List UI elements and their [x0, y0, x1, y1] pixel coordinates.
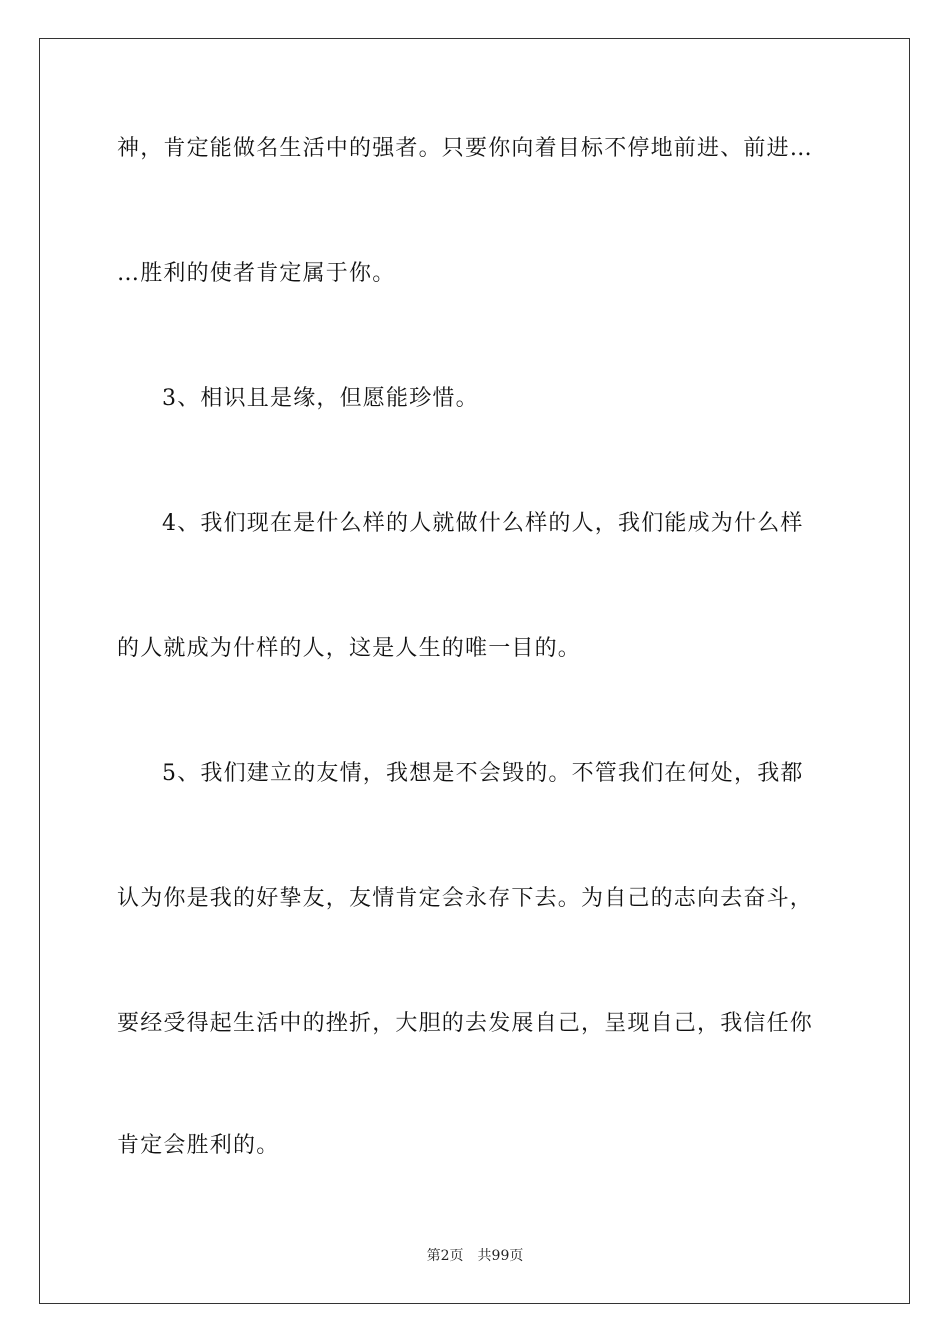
page-number: 第2页	[426, 1248, 464, 1264]
text-line-3: 3、相识且是缘，但愿能珍惜。	[162, 386, 479, 411]
text-line-8: 要经受得起生活中的挫折，大胆的去发展自己，呈现自己，我信任你	[117, 1011, 814, 1036]
text-line-1: 神，肯定能做名生活中的强者。只要你向着目标不停地前进、前进…	[117, 136, 814, 161]
page-footer	[0, 1249, 950, 1263]
page-total: 共99页	[477, 1248, 524, 1264]
page-border	[39, 38, 910, 1304]
text-line-2: …胜利的使者肯定属于你。	[117, 261, 396, 286]
text-line-9: 肯定会胜利的。	[117, 1133, 280, 1158]
text-line-4: 4、我们现在是什么样的人就做什么样的人，我们能成为什么样	[162, 511, 804, 536]
text-line-6: 5、我们建立的友情，我想是不会毁的。不管我们在何处，我都	[162, 761, 804, 786]
text-line-5: 的人就成为什样的人，这是人生的唯一目的。	[117, 636, 582, 661]
text-line-7: 认为你是我的好挚友，友情肯定会永存下去。为自己的志向去奋斗，	[117, 886, 814, 911]
